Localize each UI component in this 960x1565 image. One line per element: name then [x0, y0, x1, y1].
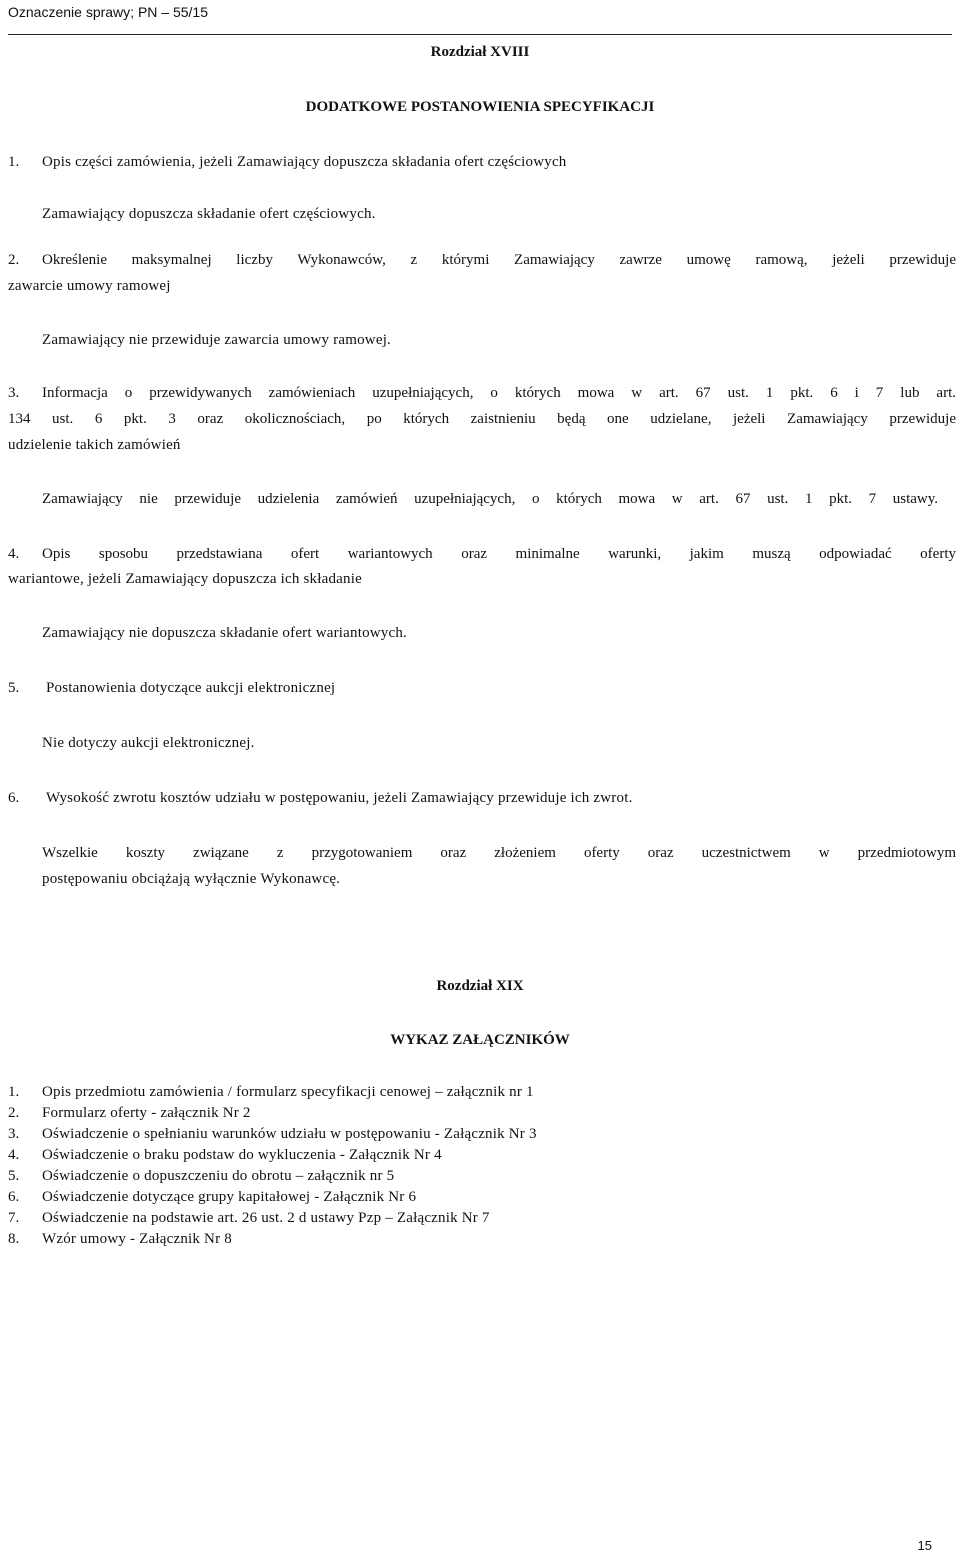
attachment-number: 7. [8, 1210, 20, 1226]
item-4-title-line-2: wariantowe, jeżeli Zamawiający dopuszcza ich składanie [8, 571, 362, 587]
attachment-number: 1. [8, 1084, 20, 1100]
item-number: 2. [8, 252, 20, 268]
case-reference-header: Oznaczenie sprawy; PN – 55/15 [8, 4, 208, 20]
item-1-answer: Zamawiający dopuszcza składanie ofert częściowych. [42, 206, 376, 222]
item-6-title: Wysokość zwrotu kosztów udziału w postępowaniu, jeżeli Zamawiający przewiduje ich zwrot. [46, 790, 633, 806]
item-2-title-line-2: zawarcie umowy ramowej [8, 278, 171, 294]
item-6-answer-line-2: postępowaniu obciążają wyłącznie Wykonawcę. [42, 871, 341, 887]
chapter-18-subtitle: DODATKOWE POSTANOWIENIA SPECYFIKACJI [305, 99, 655, 115]
attachment-number: 4. [8, 1147, 20, 1163]
item-5-title: Postanowienia dotyczące aukcji elektronicznej [46, 680, 336, 696]
attachment-item: Wzór umowy - Załącznik Nr 8 [42, 1231, 232, 1247]
item-2-title-line-1: Określenie maksymalnej liczby Wykonawców, z którymi Zamawiający zawrze umowę ramową, jeżeli przewiduje [42, 252, 956, 268]
item-3-answer: Zamawiający nie przewiduje udzielenia zamówień uzupełniających, o których mowa w art. 67 ust. 1 pkt. 7 ustawy. [42, 491, 938, 507]
attachment-number: 8. [8, 1231, 20, 1247]
attachment-item: Oświadczenie o dopuszczeniu do obrotu – załącznik nr 5 [42, 1168, 395, 1184]
chapter-19-subtitle: WYKAZ ZAŁĄCZNIKÓW [390, 1032, 570, 1048]
item-number: 4. [8, 546, 20, 562]
attachment-item: Oświadczenie na podstawie art. 26 ust. 2 d ustawy Pzp – Załącznik Nr 7 [42, 1210, 490, 1226]
attachment-item: Oświadczenie o spełnianiu warunków udziału w postępowaniu - Załącznik Nr 3 [42, 1126, 537, 1142]
item-3-title-line-2: 134 ust. 6 pkt. 3 oraz okolicznościach, po których zaistnieniu będą one udzielane, jeżeli Zamawiający przewiduje [8, 411, 956, 427]
item-5-answer: Nie dotyczy aukcji elektronicznej. [42, 735, 255, 751]
page-number: 15 [917, 1538, 932, 1553]
item-4-answer: Zamawiający nie dopuszcza składanie ofert wariantowych. [42, 625, 408, 641]
item-number: 1. [8, 154, 20, 170]
attachment-number: 3. [8, 1126, 20, 1142]
attachment-number: 2. [8, 1105, 20, 1121]
attachment-number: 6. [8, 1189, 20, 1205]
item-1-title: Opis części zamówienia, jeżeli Zamawiający dopuszcza składania ofert częściowych [42, 154, 567, 170]
attachment-item: Oświadczenie dotyczące grupy kapitałowej - Załącznik Nr 6 [42, 1189, 417, 1205]
chapter-19-title: Rozdział XIX [436, 978, 524, 994]
header-rule [8, 34, 952, 35]
item-3-title-line-3: udzielenie takich zamówień [8, 437, 181, 453]
item-3-title-line-1: Informacja o przewidywanych zamówieniach uzupełniających, o których mowa w art. 67 ust. 1 pkt. 6 i 7 lub art. [42, 385, 956, 401]
item-4-title-line-1: Opis sposobu przedstawiana ofert wariantowych oraz minimalne warunki, jakim muszą odpowiadać oferty [42, 546, 956, 562]
item-2-answer: Zamawiający nie przewiduje zawarcia umowy ramowej. [42, 332, 392, 348]
attachment-number: 5. [8, 1168, 20, 1184]
item-number: 3. [8, 385, 20, 401]
attachment-item: Oświadczenie o braku podstaw do wykluczenia - Załącznik Nr 4 [42, 1147, 442, 1163]
attachment-item: Formularz oferty - załącznik Nr 2 [42, 1105, 251, 1121]
attachment-item: Opis przedmiotu zamówienia / formularz specyfikacji cenowej – załącznik nr 1 [42, 1084, 534, 1100]
item-number: 5. [8, 680, 20, 696]
chapter-18-title: Rozdział XVIII [430, 44, 530, 60]
item-6-answer-line-1: Wszelkie koszty związane z przygotowaniem oraz złożeniem oferty oraz uczestnictwem w przedmiotowym [42, 845, 956, 861]
item-number: 6. [8, 790, 20, 806]
